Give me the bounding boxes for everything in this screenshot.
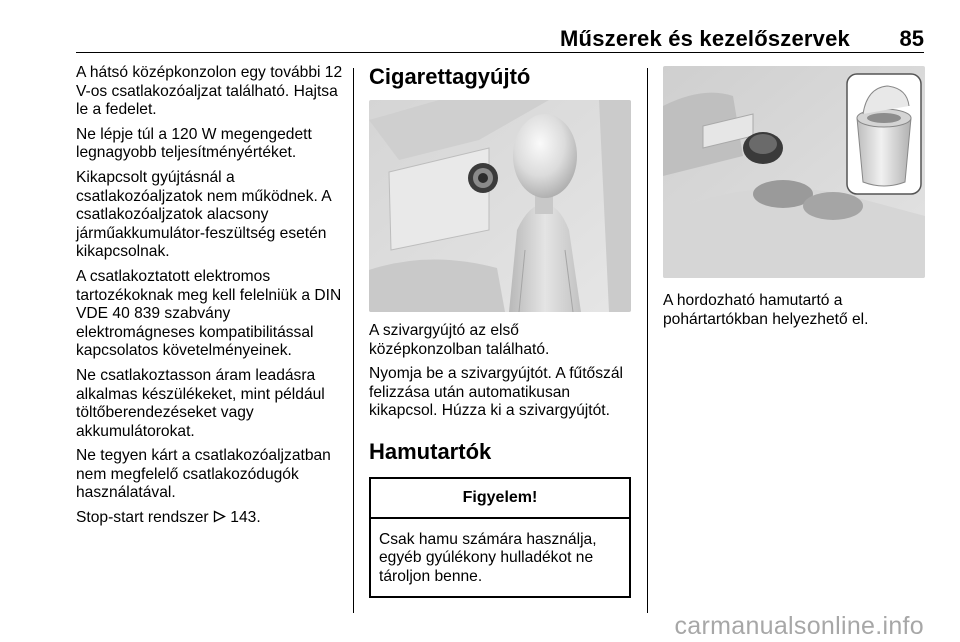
column-divider-2 [647, 68, 648, 613]
page-title: Műszerek és kezelőszervek [560, 26, 850, 51]
paragraph: A hátsó középkonzolon egy további 12 V-os csatlakozóaljzat található. Hajtsa le a fedelet. [76, 64, 343, 119]
paragraph: Ne tegyen kárt a csatlakozóaljzatban nem megfelelő csatlakozódugók használatával. [76, 447, 331, 502]
portable-ashtray-illustration [663, 66, 925, 278]
paragraph: Ne csatlakoztasson áram leadásra alkalmas készülékeket, mint például töltőberendezéseket vagy akkumulátorokat. [76, 366, 325, 440]
figure-caption: A szivargyújtó az első középkonzolban található. [369, 322, 550, 358]
column-2 [369, 64, 635, 598]
cross-reference[interactable] [76, 509, 346, 528]
column-3 [663, 64, 925, 335]
cigarette-lighter-illustration [369, 100, 631, 312]
figure-caption: A hordozható hamutartó a pohártartókban helyezhető el. [663, 292, 869, 328]
paragraph: A csatlakoztatott elektromos tartozékoknak meg kell felelniük a DIN VDE 40 839 szabvány elektromágneses kompatibilitással kapcsolatos követelményeinek. [76, 267, 342, 360]
paragraph: Nyomja be a szivargyújtót. A fűtőszál felizzása után automatikusan kikapcsol. Húzza ki a szivargyújtót. [369, 365, 623, 420]
xref-text: Stop-start rendszer [76, 509, 209, 527]
caution-notice [369, 477, 631, 598]
column-divider-1 [353, 68, 354, 613]
paragraph: Ne lépje túl a 120 W megengedett legnagyobb teljesítményértéket. [76, 125, 312, 162]
notice-body: Csak hamu számára használja, egyéb gyúlékony hulladékot ne tároljon benne. [379, 530, 597, 585]
header-rule [76, 52, 924, 53]
section-title-ashtrays: Hamutartók [369, 438, 492, 464]
page-number: 85 [899, 26, 924, 51]
xref-page: 143. [230, 509, 261, 527]
section-title-cigarette-lighter: Cigarettagyújtó [369, 64, 531, 89]
column-1 [76, 64, 346, 534]
watermark: carmanualsonline.info [674, 612, 924, 640]
paragraph: Kikapcsolt gyújtásnál a csatlakozóaljzatok nem működnek. A csatlakozóaljzatok alacsony járműakkumulátor-feszültség esetén kikapcsolnak. [76, 168, 331, 261]
page-reference-icon [213, 510, 226, 523]
notice-title: Figyelem! [371, 479, 629, 519]
